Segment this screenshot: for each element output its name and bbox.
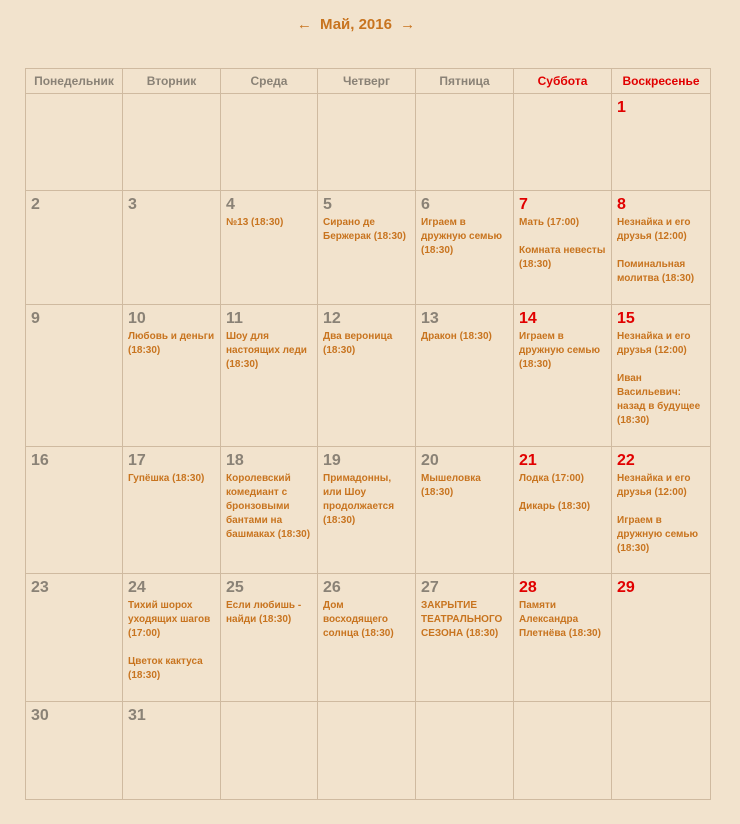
month-title: Май, 2016 (320, 16, 392, 33)
day-number: 10 (128, 310, 146, 327)
event-link[interactable]: Гупёшка (18:30) (128, 473, 205, 484)
event-link[interactable]: Играем в дружную семью (18:30) (519, 331, 601, 370)
event-link[interactable]: Тихий шорох уходящих шагов (17:00) (128, 600, 211, 639)
day-number: 12 (323, 310, 341, 327)
day-cell (221, 305, 318, 447)
next-month-arrow[interactable]: → (400, 16, 416, 33)
day-number: 13 (421, 310, 439, 327)
day-cell (123, 447, 221, 574)
day-number: 16 (31, 452, 49, 469)
day-number: 18 (226, 452, 244, 469)
empty-day-cell (514, 702, 612, 800)
day-number: 9 (31, 310, 40, 327)
day-cell (416, 447, 514, 574)
day-cell (123, 702, 221, 800)
day-number: 27 (421, 579, 439, 596)
weekday-wednesday: Среда (221, 69, 318, 94)
day-number: 3 (128, 196, 137, 213)
event-link[interactable]: Дикарь (18:30) (519, 501, 591, 512)
empty-day-cell (318, 702, 416, 800)
weekday-thursday: Четверг (318, 69, 416, 94)
event-link[interactable]: Мать (17:00) (519, 217, 580, 228)
day-number: 20 (421, 452, 439, 469)
day-cell (416, 574, 514, 702)
day-number: 30 (31, 707, 49, 724)
day-number: 15 (617, 310, 635, 327)
day-cell (318, 305, 416, 447)
day-number: 1 (617, 99, 626, 116)
event-link[interactable]: Если любишь - найди (18:30) (226, 600, 302, 625)
day-number: 11 (226, 310, 243, 327)
day-cell (514, 191, 612, 305)
weekday-sunday: Воскресенье (612, 69, 711, 94)
day-cell (123, 305, 221, 447)
day-cell (612, 305, 711, 447)
week-row (26, 702, 711, 800)
day-cell (26, 574, 123, 702)
empty-day-cell (514, 94, 612, 191)
event-link[interactable]: ЗАКРЫТИЕ ТЕАТРАЛЬНОГО СЕЗОНА (18:30) (421, 600, 503, 639)
day-number: 25 (226, 579, 244, 596)
day-cell (123, 191, 221, 305)
event-link[interactable]: Иван Васильевич: назад в будущее (18:30) (617, 373, 701, 426)
empty-day-cell (221, 702, 318, 800)
event-link[interactable]: Памяти Александра Плетнёва (18:30) (519, 600, 601, 639)
day-number: 28 (519, 579, 537, 596)
day-cell (514, 305, 612, 447)
event-link[interactable]: Незнайка и его друзья (12:00) (617, 331, 691, 356)
event-link[interactable]: Лодка (17:00) (519, 473, 584, 484)
event-link[interactable]: Мышеловка (18:30) (421, 473, 481, 498)
event-link[interactable]: Сирано де Бержерак (18:30) (323, 217, 406, 242)
day-number: 6 (421, 196, 430, 213)
day-cell (514, 574, 612, 702)
day-cell (612, 447, 711, 574)
event-link[interactable]: Шоу для настоящих леди (18:30) (226, 331, 307, 370)
day-number: 24 (128, 579, 146, 596)
day-number: 8 (617, 196, 626, 213)
day-number: 7 (519, 196, 528, 213)
empty-day-cell (123, 94, 221, 191)
day-number: 21 (519, 452, 537, 469)
day-number: 19 (323, 452, 341, 469)
day-cell (221, 191, 318, 305)
weekday-tuesday: Вторник (123, 69, 221, 94)
empty-day-cell (612, 702, 711, 800)
day-cell (318, 191, 416, 305)
event-link[interactable]: Примадонны, или Шоу продолжается (18:30) (323, 473, 395, 526)
week-row (26, 447, 711, 574)
empty-day-cell (26, 94, 123, 191)
day-cell (221, 574, 318, 702)
empty-day-cell (318, 94, 416, 191)
day-number: 2 (31, 196, 40, 213)
day-number: 26 (323, 579, 341, 596)
event-link[interactable]: Незнайка и его друзья (12:00) (617, 473, 691, 498)
event-link[interactable]: Цветок кактуса (18:30) (128, 656, 203, 681)
day-cell (612, 574, 711, 702)
event-link[interactable]: Два вероница (18:30) (323, 331, 393, 356)
weekday-saturday: Суббота (514, 69, 612, 94)
event-link[interactable]: Играем в дружную семью (18:30) (617, 515, 699, 554)
empty-day-cell (416, 94, 514, 191)
day-cell (612, 94, 711, 191)
day-cell (514, 447, 612, 574)
weekday-header-row (26, 69, 711, 94)
empty-day-cell (416, 702, 514, 800)
day-cell (26, 447, 123, 574)
day-number: 4 (226, 196, 235, 213)
event-link[interactable]: Дом восходящего солнца (18:30) (323, 600, 394, 639)
week-row (26, 94, 711, 191)
event-link[interactable]: Поминальная молитва (18:30) (617, 259, 695, 284)
event-link[interactable]: Играем в дружную семью (18:30) (421, 217, 503, 256)
empty-day-cell (221, 94, 318, 191)
weekday-monday: Понедельник (26, 69, 123, 94)
week-row (26, 305, 711, 447)
event-link[interactable]: Дракон (18:30) (421, 331, 492, 342)
day-number: 5 (323, 196, 332, 213)
week-row (26, 191, 711, 305)
day-number: 17 (128, 452, 146, 469)
day-cell (416, 305, 514, 447)
day-number: 29 (617, 579, 635, 596)
event-link[interactable]: Незнайка и его друзья (12:00) (617, 217, 691, 242)
weekday-friday: Пятница (416, 69, 514, 94)
event-link[interactable]: №13 (18:30) (226, 217, 284, 228)
day-cell (26, 191, 123, 305)
event-link[interactable]: Королевский комедиант с бронзовыми бантами на башмаках (18:30) (226, 473, 311, 540)
day-number: 23 (31, 579, 49, 596)
day-cell (318, 574, 416, 702)
day-number: 22 (617, 452, 635, 469)
event-link[interactable]: Любовь и деньги (18:30) (128, 331, 215, 356)
day-cell (26, 702, 123, 800)
day-cell (318, 447, 416, 574)
day-cell (612, 191, 711, 305)
prev-month-arrow[interactable]: ← (296, 16, 312, 33)
day-cell (123, 574, 221, 702)
day-cell (26, 305, 123, 447)
calendar-grid (25, 68, 711, 800)
day-number: 14 (519, 310, 537, 327)
month-navigation (0, 16, 712, 33)
day-cell (416, 191, 514, 305)
day-cell (221, 447, 318, 574)
week-row (26, 574, 711, 702)
day-number: 31 (128, 707, 146, 724)
event-link[interactable]: Комната невесты (18:30) (519, 245, 606, 270)
